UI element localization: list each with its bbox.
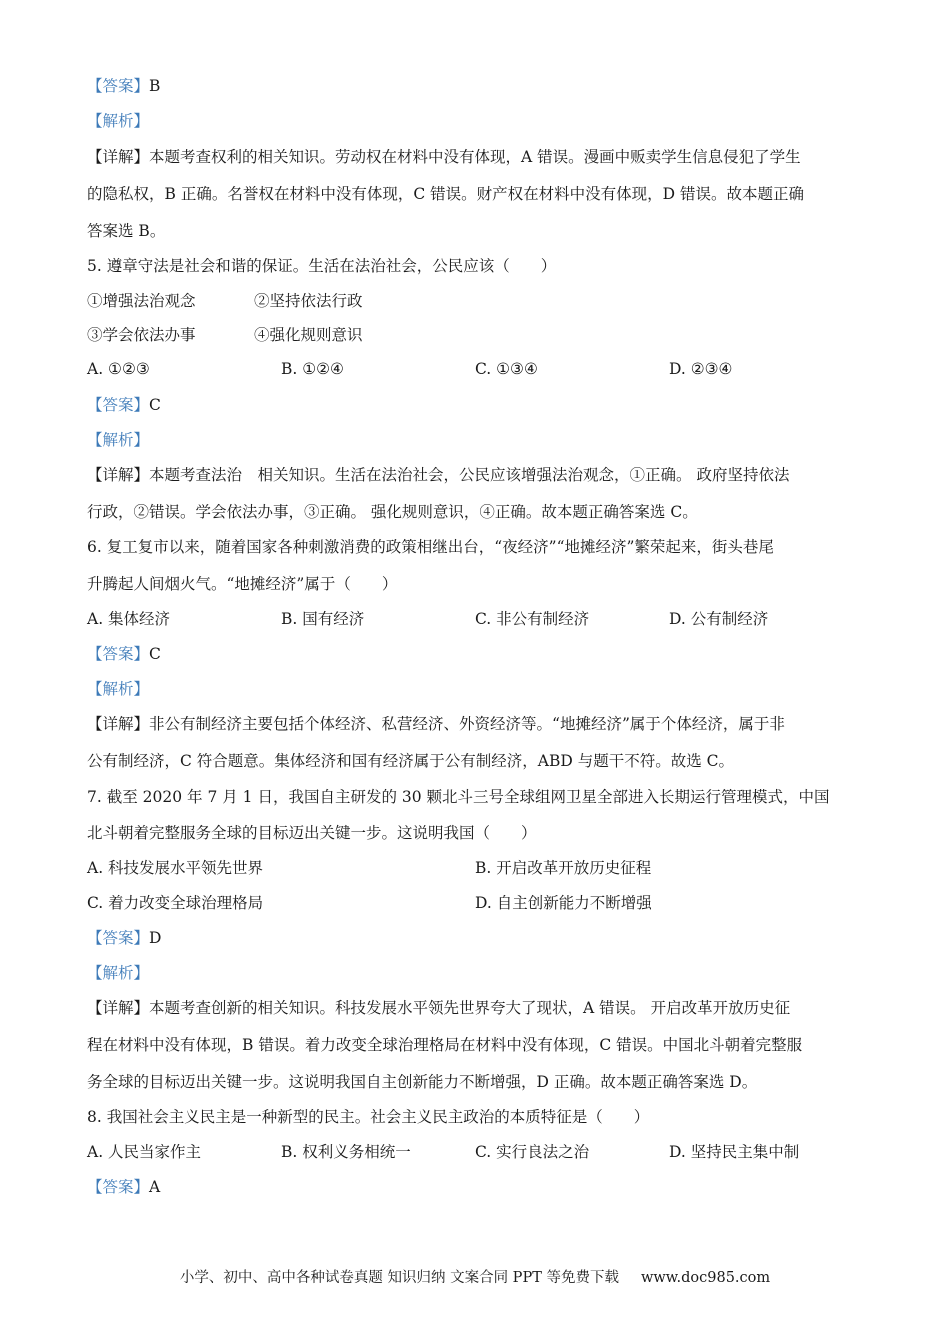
q5-option-d: D. ②③④ — [669, 360, 733, 378]
page-footer — [0, 1268, 950, 1288]
detail-line: 的隐私权，B 正确。名誉权在材料中没有体现，C 错误。财产权在材料中没有体现，D 错误。故本题正确 — [87, 185, 804, 203]
answer-value: D — [149, 929, 162, 947]
question-8-stem: 8. 我国社会主义民主是一种新型的民主。社会主义民主政治的本质特征是（ ） — [87, 1108, 650, 1126]
q5-option-c: C. ①③④ — [475, 360, 538, 378]
footer-site-link[interactable]: www.doc985.com — [640, 1270, 771, 1286]
detail-line: 程在材料中没有体现，B 错误。着力改变全球治理格局在材料中没有体现，C 错误。中国北斗朝着完整服 — [87, 1036, 803, 1054]
answer-value: B — [149, 77, 161, 95]
question-7-stem: 7. 截至 2020 年 7 月 1 日，我国自主研发的 30 颗北斗三号全球组网卫星全部进入长期运行管理模式，中国 — [87, 788, 830, 806]
detail-text: 非公有制经济主要包括个体经济、私营经济、外资经济等。“地摊经济”属于个体经济，属于非 — [149, 715, 785, 733]
analysis-tag: 【解析】 — [87, 680, 150, 698]
detail-line: 公有制经济，C 符合题意。集体经济和国有经济属于公有制经济，ABD 与题干不符。故选 C。 — [87, 752, 735, 770]
answer-tag: 【答案】 — [87, 396, 150, 414]
answer-value: C — [149, 645, 161, 663]
answer-line — [87, 395, 161, 415]
analysis-tag: 【解析】 — [87, 964, 150, 982]
q7-option-a: A. 科技发展水平领先世界 — [87, 859, 264, 877]
detail-line — [87, 465, 789, 485]
q6-option-c: C. 非公有制经济 — [475, 610, 590, 628]
q7-option-c: C. 着力改变全球治理格局 — [87, 894, 264, 912]
answer-value: C — [149, 396, 161, 414]
answer-line — [87, 1177, 160, 1197]
q5-item: ①增强法治观念 — [87, 292, 196, 310]
answer-tag: 【答案】 — [87, 1178, 150, 1196]
analysis-tag: 【解析】 — [87, 431, 150, 449]
analysis-tag: 【解析】 — [87, 112, 150, 130]
detail-line — [87, 147, 801, 167]
detail-tag: 【详解】 — [87, 999, 150, 1017]
question-6-stem: 升腾起人间烟火气。“地摊经济”属于（ ） — [87, 575, 398, 593]
q8-option-a: A. 人民当家作主 — [87, 1143, 202, 1161]
q5-item: ②坚持依法行政 — [254, 292, 363, 310]
question-7-stem: 北斗朝着完整服务全球的目标迈出关键一步。这说明我国（ ） — [87, 824, 537, 842]
answer-tag: 【答案】 — [87, 645, 150, 663]
q7-option-b: B. 开启改革开放历史征程 — [475, 859, 652, 877]
answer-line — [87, 76, 160, 96]
detail-tag: 【详解】 — [87, 466, 150, 484]
q7-option-d: D. 自主创新能力不断增强 — [475, 894, 652, 912]
q6-option-a: A. 集体经济 — [87, 610, 171, 628]
detail-line: 行政，②错误。学会依法办事，③正确。 强化规则意识，④正确。故本题正确答案选 C。 — [87, 503, 698, 521]
detail-text: 本题考查法治 相关知识。生活在法治社会，公民应该增强法治观念，①正确。 政府坚持依法 — [149, 466, 790, 484]
detail-line: 务全球的目标迈出关键一步。这说明我国自主创新能力不断增强，D 正确。故本题正确答案选 D。 — [87, 1073, 758, 1091]
answer-tag: 【答案】 — [87, 77, 150, 95]
detail-line — [87, 714, 785, 734]
footer-text: 小学、初中、高中各种试卷真题 知识归纳 文案合同 PPT 等免费下载 — [179, 1270, 619, 1286]
detail-line: 答案选 B。 — [87, 222, 166, 240]
q5-option-b: B. ①②④ — [281, 360, 344, 378]
q6-option-d: D. 公有制经济 — [669, 610, 769, 628]
detail-tag: 【详解】 — [87, 148, 150, 166]
answer-value: A — [149, 1178, 161, 1196]
q5-item: ③学会依法办事 — [87, 326, 196, 344]
detail-text: 本题考查权利的相关知识。劳动权在材料中没有体现，A 错误。漫画中贩卖学生信息侵犯了学生 — [149, 148, 801, 166]
q8-option-d: D. 坚持民主集中制 — [669, 1143, 800, 1161]
detail-line — [87, 998, 790, 1018]
answer-tag: 【答案】 — [87, 929, 150, 947]
q8-option-b: B. 权利义务相统一 — [281, 1143, 411, 1161]
q6-option-b: B. 国有经济 — [281, 610, 365, 628]
question-5-stem: 5. 遵章守法是社会和谐的保证。生活在法治社会，公民应该（ ） — [87, 257, 557, 275]
q5-item: ④强化规则意识 — [254, 326, 363, 344]
answer-line — [87, 928, 161, 948]
detail-text: 本题考查创新的相关知识。科技发展水平领先世界夸大了现状，A 错误。 开启改革开放历史征 — [149, 999, 791, 1017]
q5-option-a: A. ①②③ — [87, 360, 150, 378]
detail-tag: 【详解】 — [87, 715, 150, 733]
question-6-stem: 6. 复工复市以来，随着国家各种刺激消费的政策相继出台，“夜经济”“地摊经济”繁荣起来，街头巷尾 — [87, 538, 774, 556]
answer-line — [87, 644, 161, 664]
q8-option-c: C. 实行良法之治 — [475, 1143, 590, 1161]
